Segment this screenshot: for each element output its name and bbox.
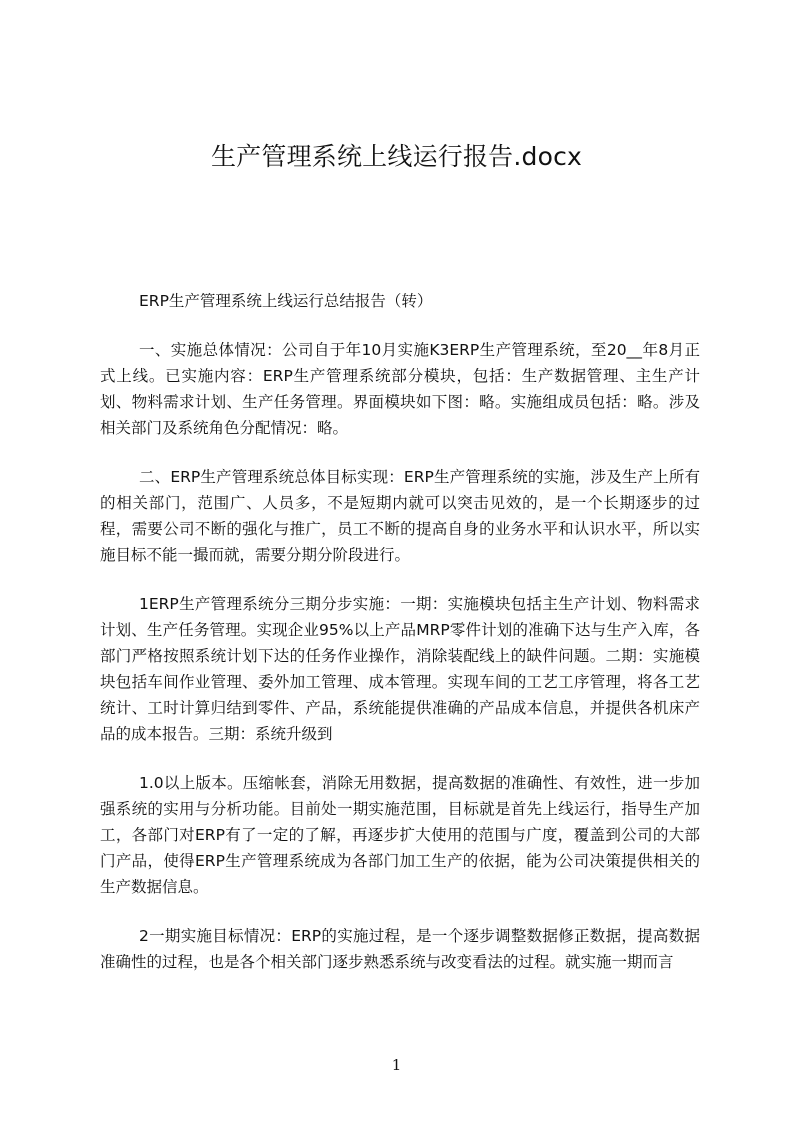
page-number: 1 (391, 1056, 402, 1074)
paragraph-phase-one-goals: 2一期实施目标情况：ERP的实施过程，是一个逐步调整数据修正数据，提高数据准确性的过程，也是各个相关部门逐步熟悉系统与改变看法的过程。就实施一期而言 (100, 927, 700, 971)
document-body (100, 288, 700, 975)
paragraph-implementation-overview: 一、实施总体情况：公司自于年10月实施K3ERP生产管理系统，至20__年8月正式上线。已实施内容：ERP生产管理系统部分模块，包括：生产数据管理、主生产计划、物料需求计划、生产任务管理。界面模块如下图：略。实施组成员包括：略。涉及相关部门及系统角色分配情况：略。 (100, 341, 700, 437)
paragraph-version-upgrade: 1.0以上版本。压缩帐套，消除无用数据，提高数据的准确性、有效性，进一步加强系统的实用与分析功能。目前处一期实施范围，目标就是首先上线运行，指导生产加工，各部门对ERP有了一定的了解，再逐步扩大使用的范围与广度，覆盖到公司的大部门产品，使得ERP生产管理系统成为各部门加工生产的依据，能为公司决策提供相关的生产数据信息。 (100, 774, 700, 896)
paragraph-overall-goals: 二、ERP生产管理系统总体目标实现：ERP生产管理系统的实施，涉及生产上所有的相关部门，范围广、人员多，不是短期内就可以突击见效的，是一个长期逐步的过程，需要公司不断的强化与推广，员工不断的提高自身的业务水平和认识水平，所以实施目标不能一撮而就，需要分期分阶段进行。 (100, 468, 700, 564)
paragraph-three-phase-plan: 1ERP生产管理系统分三期分步实施：一期：实施模块包括主生产计划、物料需求计划、生产任务管理。实现企业95%以上产品MRP零件计划的准确下达与生产入库，各部门严格按照系统计划下达的任务作业操作，消除装配线上的缺件问题。二期：实施模块包括车间作业管理、委外加工管理、成本管理。实现车间的工艺工序管理，将各工艺统计、工时计算归结到零件、产品，系统能提供准确的产品成本信息，并提供各机床产品的成本报告。三期：系统升级到 (100, 595, 700, 743)
report-heading: ERP生产管理系统上线运行总结报告（转） (139, 292, 433, 310)
document-title: 生产管理系统上线运行报告.docx (210, 142, 583, 171)
